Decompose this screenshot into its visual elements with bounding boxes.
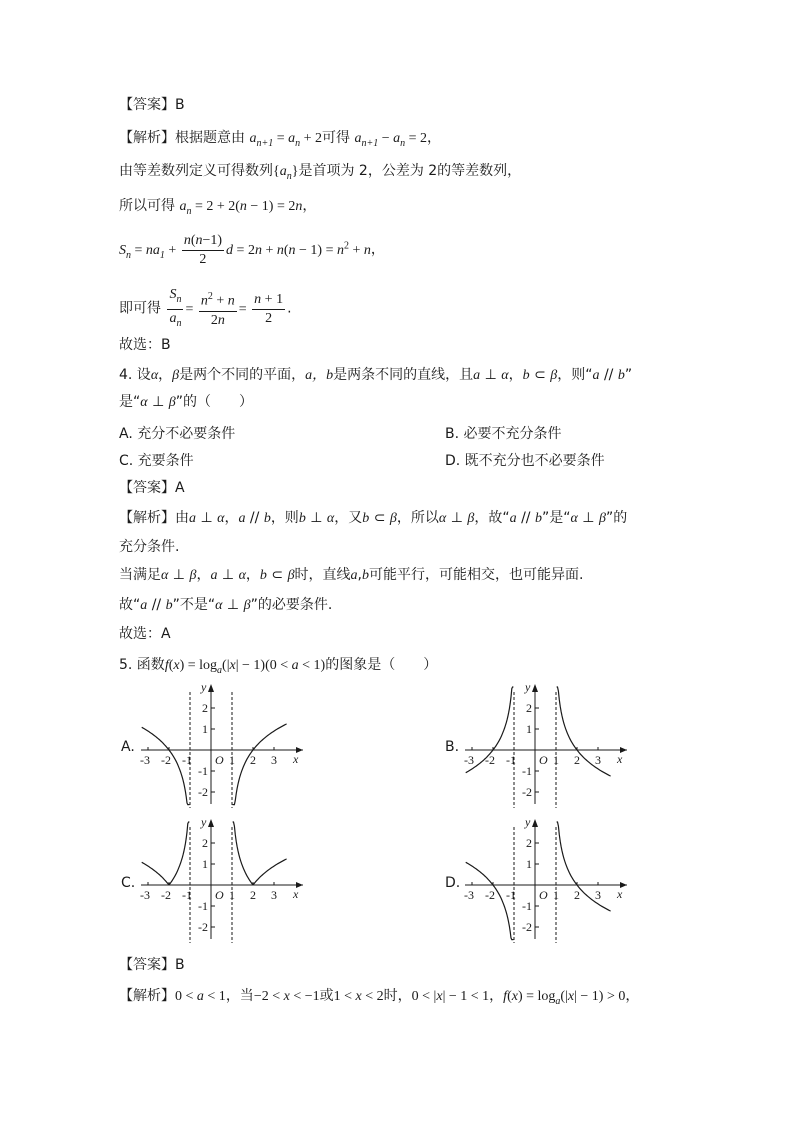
y-tick-label: 2 — [202, 836, 208, 850]
q4-option-b: B. 必要不充分条件 — [445, 426, 562, 442]
y-tick-label: -1 — [522, 764, 532, 778]
graph-option-a-label: A. — [121, 739, 135, 755]
y-axis-label: y — [201, 815, 207, 829]
y-axis-arrow — [208, 684, 214, 692]
q4-answer-line: 【答案】A — [119, 480, 185, 496]
q4-stem-line-1: 4. 设α，β是两个不同的平面，a，b是两条不同的直线，且a ⊥ α，b ⊂ β，则“a // b” — [119, 367, 633, 383]
y-axis-arrow — [208, 819, 214, 827]
y-tick-label: 2 — [526, 701, 532, 715]
curve-left — [142, 822, 190, 885]
q5-stem-line: 5. 函数$f(x) = \log_a(|x| - 1)(0 < a < 1)$的图象是（ ） — [119, 657, 438, 676]
formula-ratio: $\frac{S_n}{a_n}$ = $\frac{n^2 + n}{2n}$ = $\frac{n + 1}{2}$ — [169, 287, 284, 329]
origin-label: O — [539, 888, 548, 902]
x-tick-label: -2 — [161, 753, 171, 767]
y-tick-label: 2 — [202, 701, 208, 715]
origin-label: O — [215, 888, 224, 902]
x-tick-label: -1 — [506, 888, 516, 902]
curve-right — [557, 687, 611, 776]
formula-sum: $S_n = na_1$ + $\frac{n(n-1)}{2}$ $d = 2n + n(n - 1) = n^2 + n$ — [119, 233, 371, 267]
q4-analysis-line-2: 充分条件. — [119, 539, 180, 555]
curve-right — [557, 822, 611, 911]
q4-analysis-line-3: 当满足α ⊥ β，a ⊥ α，b ⊂ β时，直线a,b可能平行，可能相交，也可能异面. — [119, 567, 584, 583]
curve-right — [233, 822, 287, 885]
analysis-line-3: 所以可得 $a_n = 2 + 2(n - 1) = 2n$， — [119, 198, 317, 217]
x-tick-label: -3 — [140, 888, 150, 902]
graph-option-a — [135, 680, 310, 810]
formula-difference: $a_{n+1} - a_n = 2$ — [354, 131, 428, 149]
formula-general-term: $a_n = 2 + 2(n - 1) = 2n$ — [179, 199, 303, 217]
analysis-label: 【解析】 — [119, 130, 175, 146]
y-tick-label: -2 — [198, 785, 208, 799]
q4-stem-line-2: 是“α ⊥ β”的（ ） — [119, 394, 253, 410]
y-tick-label: 1 — [526, 857, 532, 871]
y-axis-arrow — [532, 819, 538, 827]
y-tick-label: -1 — [198, 764, 208, 778]
q5-answer-line: 【答案】B — [119, 957, 185, 973]
graph-option-c — [135, 815, 310, 945]
x-tick-label: 1 — [553, 753, 559, 767]
x-tick-label: 1 — [553, 888, 559, 902]
x-tick-label: -1 — [182, 888, 192, 902]
x-axis-label: x — [617, 887, 623, 901]
y-tick-label: -2 — [522, 785, 532, 799]
y-tick-label: -1 — [522, 899, 532, 913]
q4-analysis-line-4: 故“a // b”不是“α ⊥ β”的必要条件. — [119, 597, 333, 613]
graph-option-d — [459, 815, 634, 945]
origin-label: O — [539, 753, 548, 767]
q4-choice-line: 故选：A — [119, 626, 171, 642]
answer-line — [119, 95, 185, 115]
y-axis-label: y — [525, 815, 531, 829]
x-axis-label: x — [293, 752, 299, 766]
y-tick-label: -2 — [522, 920, 532, 934]
formula-sequence: $\{a_n\}$ — [273, 164, 299, 182]
curve-right — [233, 724, 287, 805]
x-tick-label: 1 — [229, 753, 235, 767]
y-tick-label: -1 — [198, 899, 208, 913]
graph-option-b — [459, 680, 634, 810]
y-tick-label: 1 — [202, 857, 208, 871]
q4-option-c: C. 充要条件 — [119, 453, 194, 469]
y-tick-label: 1 — [526, 722, 532, 736]
x-tick-label: -1 — [182, 753, 192, 767]
x-tick-label: 1 — [229, 888, 235, 902]
x-tick-label: 3 — [271, 753, 277, 767]
analysis-line-5: 即可得 $\frac{S_n}{a_n}$ = $\frac{n^2 + n}{2n}$ = $\frac{n + 1}{2}$ . — [119, 287, 292, 329]
q4-option-a: A. 充分不必要条件 — [119, 426, 236, 442]
q5-analysis-line: 【解析】0 < a < 1，当−2 < x < −1或1 < x < 2时，0 < |x| − 1 < 1，$f(x) = \log_a(|x| - 1) > 0$， — [119, 988, 640, 1007]
x-tick-label: 2 — [250, 888, 256, 902]
y-tick-label: 2 — [526, 836, 532, 850]
x-tick-label: 3 — [271, 888, 277, 902]
q4-option-d: D. 既不充分也不必要条件 — [445, 453, 605, 469]
x-tick-label: 2 — [574, 888, 580, 902]
x-tick-label: -2 — [485, 888, 495, 902]
x-tick-label: 3 — [595, 888, 601, 902]
formula-recurrence: $a_{n+1} = a_n + 2$ — [249, 131, 323, 149]
x-tick-label: -3 — [464, 753, 474, 767]
x-axis-label: x — [617, 752, 623, 766]
y-axis-arrow — [532, 684, 538, 692]
graph-option-d-label: D. — [445, 875, 461, 891]
analysis-line-1: 【解析】根据题意由 $a_{n+1} = a_n + 2$可得 $a_{n+1} - a_n = 2$， — [119, 130, 442, 149]
x-tick-label: -3 — [140, 753, 150, 767]
choice-line-1: 故选：B — [119, 337, 171, 353]
x-tick-label: -1 — [506, 753, 516, 767]
x-tick-label: -3 — [464, 888, 474, 902]
origin-label: O — [215, 753, 224, 767]
graph-option-c-label: C. — [121, 875, 136, 891]
x-tick-label: 3 — [595, 753, 601, 767]
y-axis-label: y — [525, 680, 531, 694]
x-tick-label: -2 — [485, 753, 495, 767]
analysis-line-4: $S_n = na_1$ + $\frac{n(n-1)}{2}$ $d = 2n + n(n - 1) = n^2 + n$， — [119, 233, 385, 267]
y-tick-label: -2 — [198, 920, 208, 934]
analysis-line-2: 由等差数列定义可得数列$\{a_n\}$是首项为 2，公差为 2的等差数列， — [119, 163, 522, 182]
x-tick-label: 2 — [250, 753, 256, 767]
answer-label: 【答案】B — [119, 97, 185, 113]
q4-analysis-line-1: 【解析】由a ⊥ α，a // b，则b ⊥ α，又b ⊂ β，所以α ⊥ β，故“a // b”是“α ⊥ β”的 — [119, 510, 628, 526]
y-axis-label: y — [201, 680, 207, 694]
graph-option-b-label: B. — [445, 739, 460, 755]
x-tick-label: -2 — [161, 888, 171, 902]
formula-function: $f(x) = \log_a(|x| - 1)(0 < a < 1)$ — [164, 658, 326, 676]
x-axis-label: x — [293, 887, 299, 901]
y-tick-label: 1 — [202, 722, 208, 736]
x-tick-label: 2 — [574, 753, 580, 767]
